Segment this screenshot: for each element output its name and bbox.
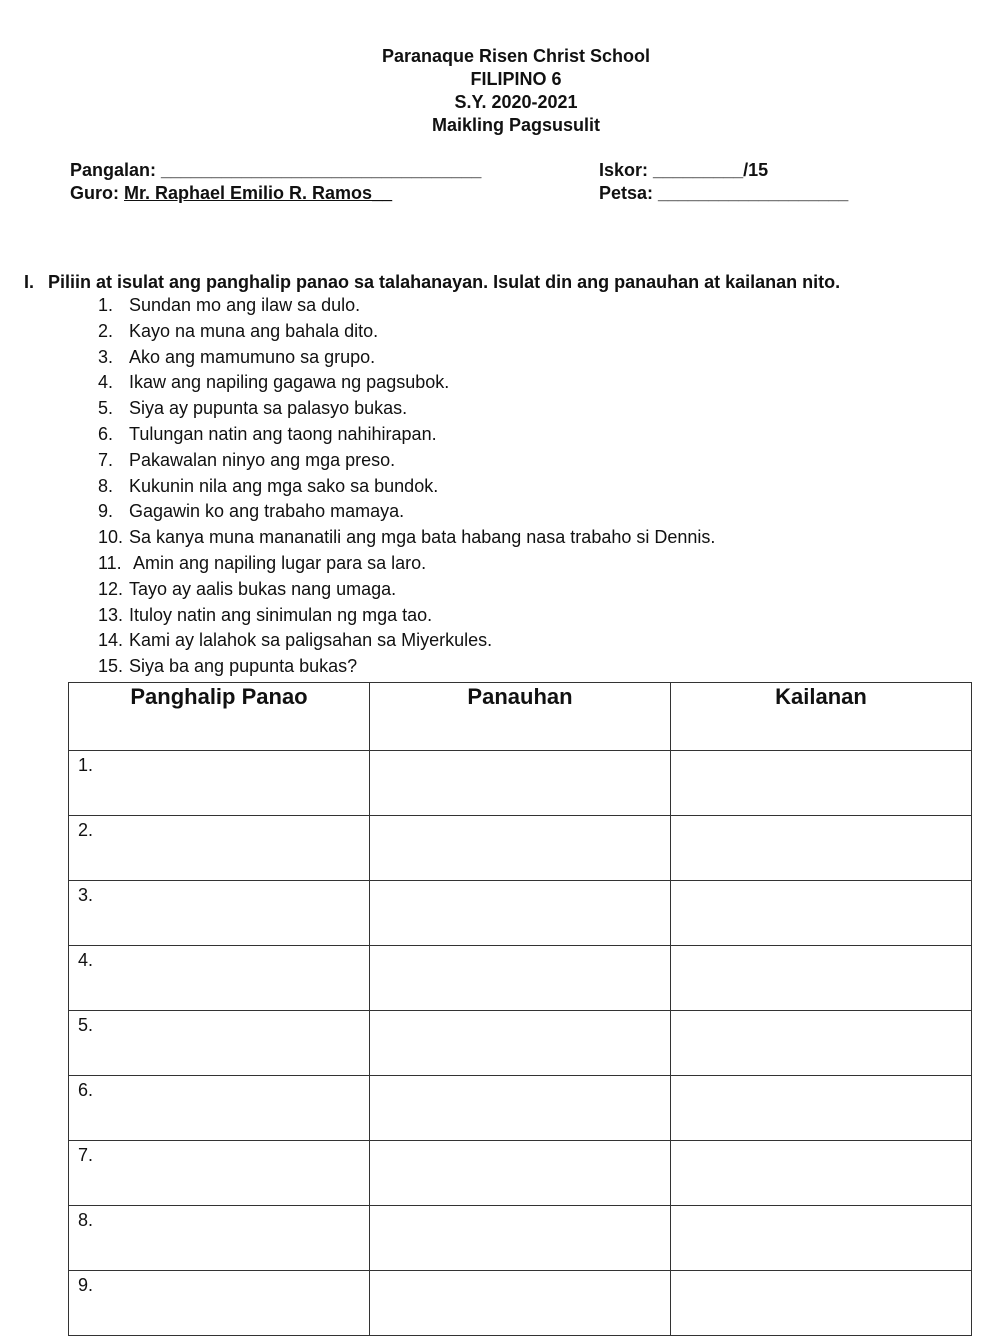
question-item <box>98 526 715 552</box>
answer-panauhan-cell[interactable] <box>370 881 671 946</box>
question-text: Gagawin ko ang trabaho mamaya. <box>129 501 405 522</box>
question-text: Ituloy natin ang sinimulan ng mga tao. <box>129 604 433 625</box>
question-item <box>98 397 715 423</box>
answer-kailanan-cell[interactable] <box>671 946 972 1011</box>
question-text: Siya ay pupunta sa palasyo bukas. <box>129 398 408 419</box>
answer-kailanan-cell[interactable] <box>671 881 972 946</box>
teacher-field <box>70 182 392 204</box>
question-text: Kami ay lalahok sa paligsahan sa Miyerkules. <box>129 630 493 651</box>
answer-row <box>69 946 972 1011</box>
answer-row <box>69 1271 972 1336</box>
answer-panghalip-cell[interactable] <box>69 946 370 1011</box>
question-number: 1. <box>98 295 114 315</box>
header-kailanan: Kailanan <box>671 683 972 751</box>
answer-row <box>69 1141 972 1206</box>
answer-panauhan-cell[interactable] <box>370 1141 671 1206</box>
school-year: S.Y. 2020-2021 <box>454 92 578 112</box>
question-number: 13. <box>98 604 124 625</box>
subject: FILIPINO 6 <box>470 69 562 89</box>
question-text: Sundan mo ang ilaw sa dulo. <box>129 295 361 315</box>
answer-panauhan-cell[interactable] <box>370 1076 671 1141</box>
test-title: Maikling Pagsusulit <box>431 115 601 135</box>
question-text: Sa kanya muna mananatili ang mga bata habang nasa trabaho si Dennis. <box>129 527 716 548</box>
question-item <box>98 552 715 578</box>
question-item <box>98 604 715 630</box>
question-item <box>98 423 715 449</box>
section-instruction <box>24 272 840 293</box>
answer-panauhan-cell[interactable] <box>370 751 671 816</box>
answer-kailanan-cell[interactable] <box>671 1011 972 1076</box>
answer-kailanan-cell[interactable] <box>671 816 972 881</box>
question-text: Tulungan natin ang taong nahihirapan. <box>129 423 437 444</box>
answer-table <box>68 682 972 1336</box>
instruction-text: Piliin at isulat ang panghalip panao sa talahanayan. Isulat din ang panauhan at kailanan nito. <box>48 272 841 292</box>
question-number: 15. <box>98 656 124 677</box>
row-number: 1. <box>78 755 94 775</box>
question-text: Tayo ay aalis bukas nang umaga. <box>129 578 397 599</box>
question-item <box>98 294 715 320</box>
question-item <box>98 371 715 397</box>
answer-panghalip-cell[interactable] <box>69 1141 370 1206</box>
question-item <box>98 320 715 346</box>
answer-kailanan-cell[interactable] <box>671 1076 972 1141</box>
question-text: Ako ang mamumuno sa grupo. <box>129 346 376 367</box>
question-number: 3. <box>98 346 114 367</box>
question-text: Pakawalan ninyo ang mga preso. <box>129 449 396 470</box>
answer-panghalip-cell[interactable] <box>69 751 370 816</box>
answer-panghalip-cell[interactable] <box>69 1271 370 1336</box>
row-number: 8. <box>78 1210 94 1230</box>
answer-panauhan-cell[interactable] <box>370 1271 671 1336</box>
question-number: 12. <box>98 578 124 599</box>
question-text: Siya ba ang pupunta bukas? <box>129 656 358 677</box>
answer-row <box>69 881 972 946</box>
score-field[interactable]: Iskor: _________/15 <box>599 160 769 180</box>
question-text: Amin ang napiling lugar para sa laro. <box>129 552 427 573</box>
answer-panghalip-cell[interactable] <box>69 1206 370 1271</box>
question-text: Kayo na muna ang bahala dito. <box>129 320 379 341</box>
answer-panauhan-cell[interactable] <box>370 946 671 1011</box>
row-number: 2. <box>78 820 94 840</box>
question-number: 11. <box>98 552 122 573</box>
question-list <box>98 294 715 681</box>
header-panghalip-panao: Panghalip Panao <box>69 683 370 751</box>
section-number: I. <box>24 272 35 292</box>
question-item <box>98 655 715 681</box>
school-name: Paranaque Risen Christ School <box>381 46 651 66</box>
question-item <box>98 578 715 604</box>
row-number: 7. <box>78 1145 94 1165</box>
question-number: 7. <box>98 449 114 470</box>
question-number: 2. <box>98 320 114 341</box>
question-number: 9. <box>98 501 114 522</box>
answer-row <box>69 751 972 816</box>
row-number: 6. <box>78 1080 94 1100</box>
answer-panghalip-cell[interactable] <box>69 816 370 881</box>
answer-table-header <box>69 683 972 751</box>
question-number: 8. <box>98 475 114 496</box>
row-number: 5. <box>78 1015 94 1035</box>
answer-kailanan-cell[interactable] <box>671 751 972 816</box>
answer-panghalip-cell[interactable] <box>69 881 370 946</box>
answer-kailanan-cell[interactable] <box>671 1206 972 1271</box>
answer-row <box>69 1076 972 1141</box>
answer-row <box>69 1011 972 1076</box>
question-item <box>98 449 715 475</box>
question-item <box>98 475 715 501</box>
question-text: Kukunin nila ang mga sako sa bundok. <box>129 475 439 496</box>
teacher-name: Mr. Raphael Emilio R. Ramos__ <box>124 183 393 203</box>
answer-panghalip-cell[interactable] <box>69 1076 370 1141</box>
date-field[interactable]: Petsa: ___________________ <box>599 183 849 203</box>
answer-panghalip-cell[interactable] <box>69 1011 370 1076</box>
teacher-label: Guro: <box>70 183 124 203</box>
question-number: 14. <box>98 630 124 651</box>
answer-panauhan-cell[interactable] <box>370 1011 671 1076</box>
answer-panauhan-cell[interactable] <box>370 1206 671 1271</box>
question-number: 6. <box>98 423 114 444</box>
answer-kailanan-cell[interactable] <box>671 1141 972 1206</box>
row-number: 3. <box>78 885 94 905</box>
answer-panauhan-cell[interactable] <box>370 816 671 881</box>
row-number: 4. <box>78 950 94 970</box>
answer-kailanan-cell[interactable] <box>671 1271 972 1336</box>
header-panauhan: Panauhan <box>370 683 671 751</box>
question-number: 10. <box>98 527 124 548</box>
answer-row <box>69 1206 972 1271</box>
question-number: 5. <box>98 398 114 419</box>
question-item <box>98 629 715 655</box>
row-number: 9. <box>78 1275 94 1295</box>
question-number: 4. <box>98 372 114 393</box>
answer-row <box>69 816 972 881</box>
question-text: Ikaw ang napiling gagawa ng pagsubok. <box>129 372 450 393</box>
name-field[interactable]: Pangalan: ________________________________ <box>70 160 482 180</box>
question-item <box>98 346 715 372</box>
question-item <box>98 500 715 526</box>
